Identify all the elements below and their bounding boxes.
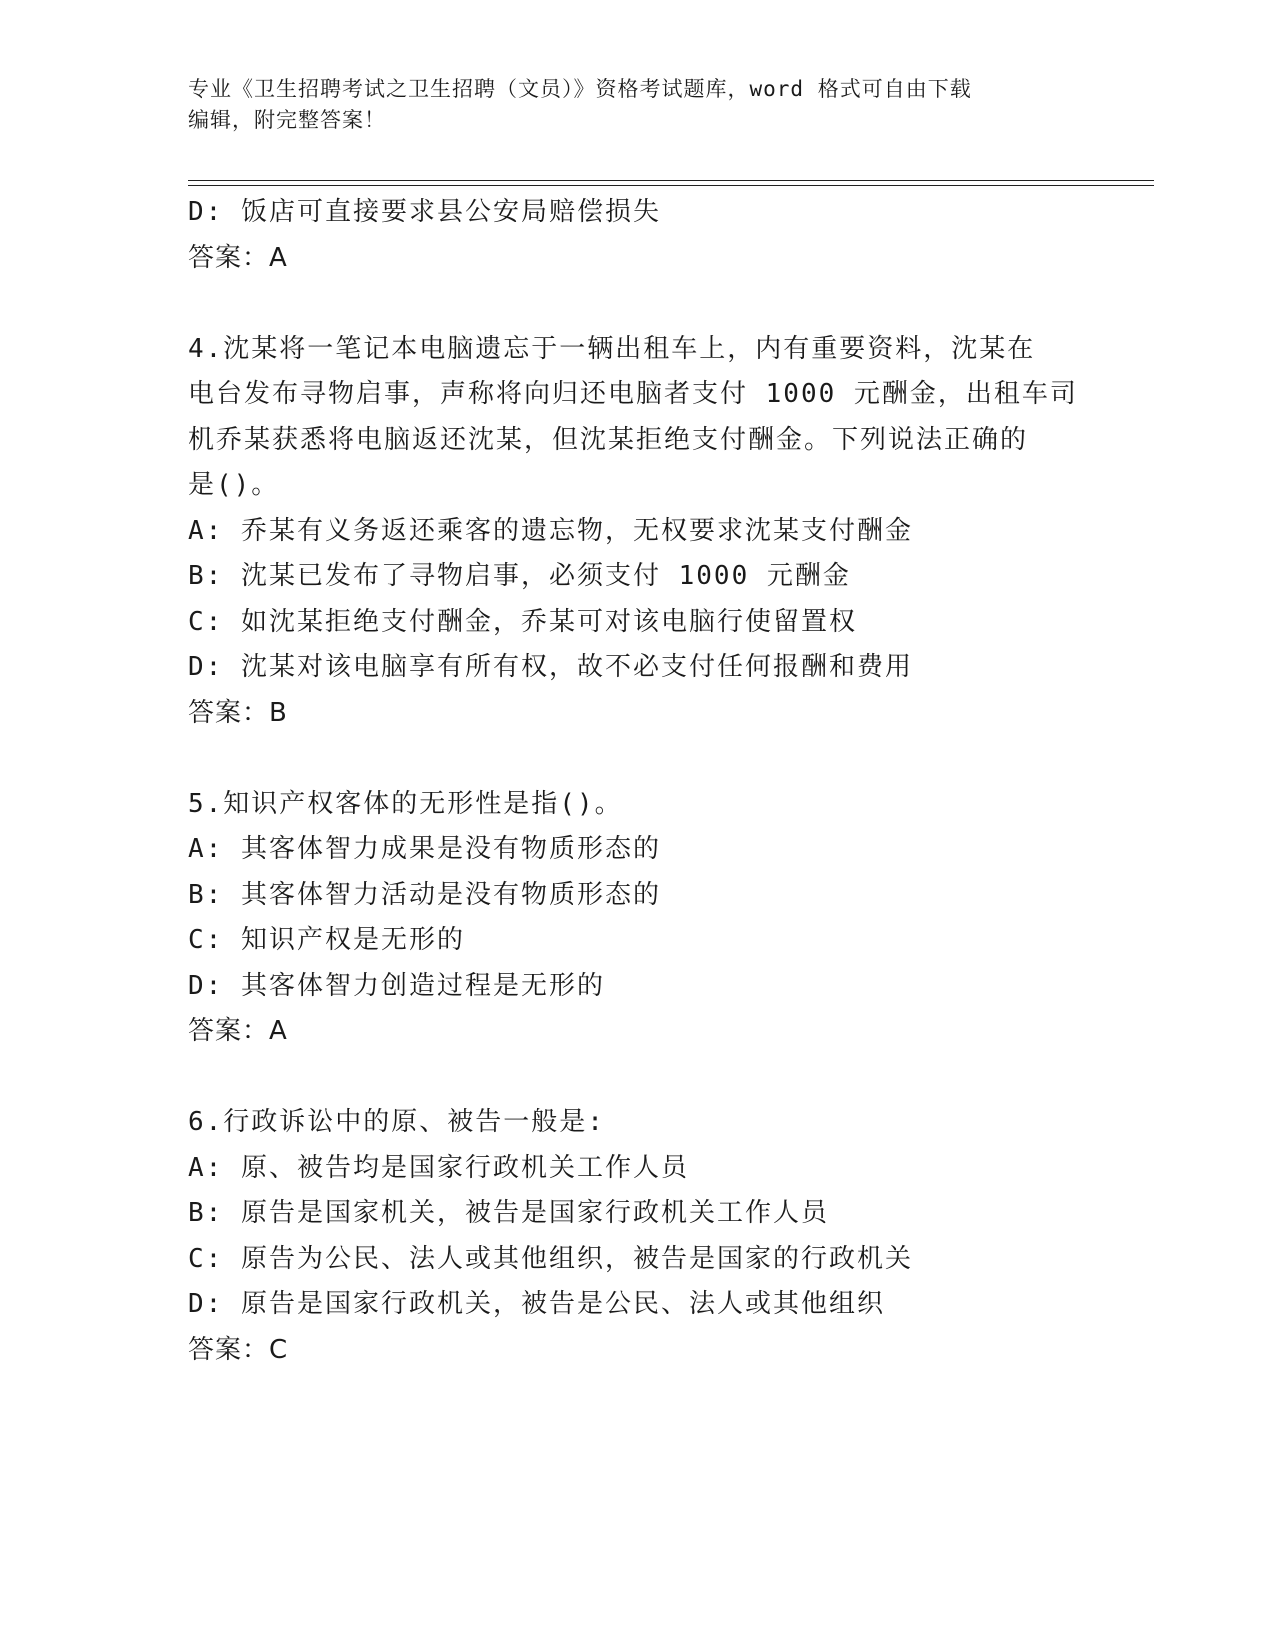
answer-line: 答案：C: [188, 1334, 289, 1365]
option-c: C: 原告为公民、法人或其他组织，被告是国家的行政机关: [188, 1243, 913, 1274]
header-divider-top: [188, 180, 1154, 181]
question-stem-line: 5.知识产权客体的无形性是指()。: [188, 788, 623, 819]
header-line-1: 专业《卫生招聘考试之卫生招聘（文员）》资格考试题库，word 格式可自由下载: [188, 77, 972, 101]
answer-line: 答案：A: [188, 1016, 288, 1046]
answer-line: 答案：A: [188, 242, 288, 273]
option-a: A: 原、被告均是国家行政机关工作人员: [188, 1152, 689, 1183]
spacer: [188, 736, 1118, 782]
option-c: C: 如沈某拒绝支付酬金，乔某可对该电脑行使留置权: [188, 606, 857, 637]
option-d: D: 沈某对该电脑享有所有权，故不必支付任何报酬和费用: [188, 652, 913, 682]
question-5: [188, 782, 1118, 1055]
option-a: A: 其客体智力成果是没有物质形态的: [188, 834, 661, 864]
question-stem-line: 是()。: [188, 470, 280, 500]
option-a: A: 乔某有义务返还乘客的遗忘物，无权要求沈某支付酬金: [188, 515, 913, 546]
spacer: [188, 1055, 1118, 1101]
option-d: D: 饭店可直接要求县公安局赔偿损失: [188, 197, 661, 227]
option-b: B: 沈某已发布了寻物启事，必须支付 1000 元酬金: [188, 561, 851, 591]
header-line-2: 编辑，附完整答案！: [188, 108, 386, 132]
question-stem-line: 6.行政诉讼中的原、被告一般是:: [188, 1107, 605, 1137]
spacer: [188, 281, 1118, 327]
header-divider-bottom: [188, 185, 1154, 186]
question-4: [188, 327, 1118, 737]
answer-line: 答案：B: [188, 697, 288, 728]
question-list: [188, 190, 1118, 1373]
option-d: D: 其客体智力创造过程是无形的: [188, 970, 605, 1001]
question-stem-line: 电台发布寻物启事，声称将向归还电脑者支付 1000 元酬金，出租车司: [188, 379, 1078, 409]
option-b: B: 其客体智力活动是没有物质形态的: [188, 879, 661, 910]
option-d: D: 原告是国家行政机关，被告是公民、法人或其他组织: [188, 1289, 885, 1319]
option-c: C: 知识产权是无形的: [188, 925, 465, 955]
question-3-tail: [188, 190, 1118, 281]
question-6: [188, 1100, 1118, 1373]
question-stem-line: 机乔某获悉将电脑返还沈某，但沈某拒绝支付酬金。下列说法正确的: [188, 424, 1029, 455]
option-b: B: 原告是国家机关，被告是国家行政机关工作人员: [188, 1198, 829, 1228]
document-header: [188, 74, 1068, 136]
question-stem-line: 4.沈某将一笔记本电脑遗忘于一辆出租车上，内有重要资料，沈某在: [188, 333, 1036, 364]
